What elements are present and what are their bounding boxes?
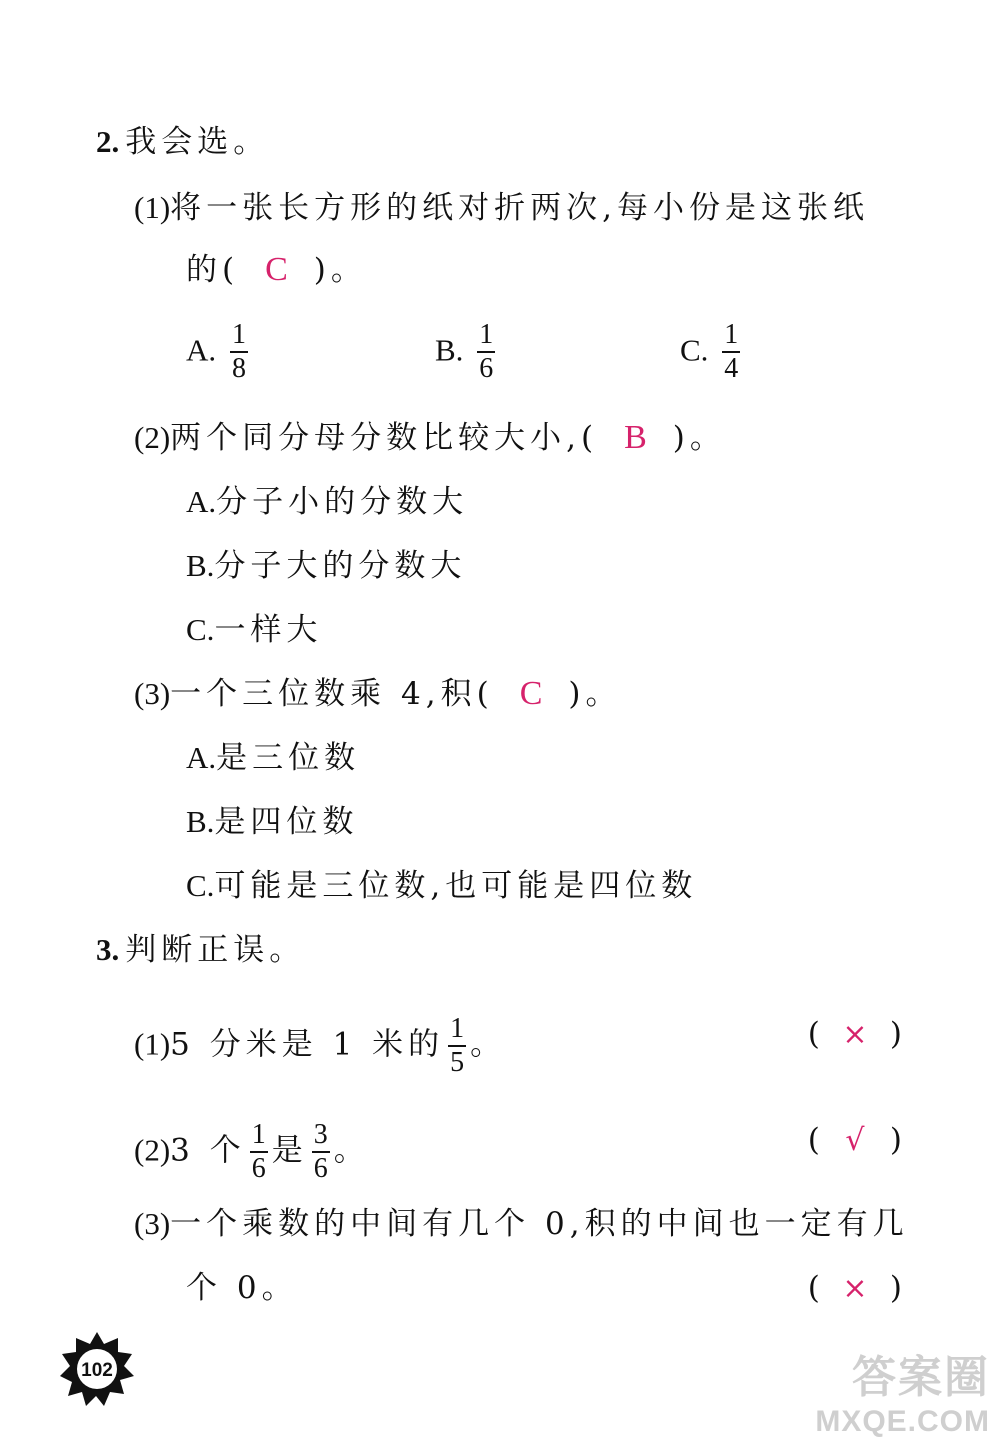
- check-mark: √: [845, 1123, 865, 1158]
- q2-sub2-text-pre: 两个同分母分数比较大小,(: [170, 420, 599, 456]
- option-letter: C.: [186, 868, 215, 903]
- q3-item2-text-mid: 是: [271, 1132, 308, 1169]
- q2-heading: [96, 122, 269, 162]
- paren-open: (: [807, 1016, 820, 1052]
- q2-sub3-line: [134, 674, 621, 714]
- q2-sub1-label: (1): [134, 190, 171, 225]
- paren-close: ): [889, 1270, 902, 1306]
- option-letter: A.: [186, 332, 217, 368]
- page-number-badge: [58, 1330, 136, 1408]
- fraction-denominator: 8: [232, 353, 246, 384]
- q2-title: 我会选。: [125, 124, 270, 160]
- fraction-denominator: 6: [251, 1153, 266, 1184]
- q3-item3-line2: [186, 1268, 298, 1308]
- q3-number: 3.: [96, 932, 120, 967]
- option-letter: B.: [435, 332, 464, 368]
- fraction-numerator: 1: [448, 1014, 466, 1047]
- q2-sub2-option-a: [186, 482, 468, 522]
- q2-sub2-text-post: )。: [672, 420, 726, 456]
- q2-sub2-label: (2): [134, 420, 171, 455]
- watermark: [815, 1341, 990, 1439]
- q2-sub1-option-b: [435, 320, 499, 384]
- option-letter: C.: [680, 332, 709, 368]
- option-text: 可能是三位数,也可能是四位数: [214, 868, 698, 904]
- q2-sub1-line2: [186, 250, 367, 290]
- option-text: 是三位数: [216, 740, 361, 776]
- q2-sub3-option-b: [186, 802, 358, 842]
- fraction-numerator: 3: [312, 1120, 330, 1153]
- q3-item1-text-post: 。: [470, 1026, 507, 1063]
- cross-mark: ×: [842, 1271, 868, 1306]
- option-letter: A.: [186, 740, 217, 775]
- fraction: [230, 320, 248, 384]
- paren-open: (: [807, 1122, 820, 1158]
- fraction-denominator: 6: [313, 1153, 328, 1184]
- q2-sub3-option-c: [186, 866, 697, 906]
- q2-sub2-option-b: [186, 546, 466, 586]
- q3-item2-label: (2): [134, 1132, 171, 1168]
- fraction-numerator: 1: [230, 320, 248, 353]
- q2-sub1-text-b-post: )。: [313, 252, 367, 288]
- q3-heading: [96, 930, 305, 970]
- q2-sub3-label: (3): [134, 676, 171, 711]
- q3-item2-text-post: 。: [333, 1132, 370, 1169]
- q2-sub1-line1: [134, 188, 869, 228]
- q3-item1-label: (1): [134, 1026, 171, 1062]
- q2-sub1-option-c: [680, 320, 744, 384]
- q2-sub1-text-b-pre: 的(: [186, 252, 240, 288]
- option-text: 一样大: [214, 612, 323, 648]
- fraction-numerator: 1: [722, 320, 740, 353]
- option-letter: B.: [186, 548, 215, 583]
- fraction: [312, 1120, 330, 1184]
- q2-sub1-answer: C: [265, 251, 288, 288]
- paren-close: ): [889, 1122, 902, 1158]
- q2-sub3-text-post: )。: [568, 676, 622, 712]
- q3-item3-line1: [134, 1204, 909, 1244]
- page-number: 102: [81, 1360, 113, 1381]
- q3-item2-text-pre: 3 个: [170, 1132, 246, 1169]
- q3-title: 判断正误。: [125, 932, 306, 968]
- fraction: [722, 320, 740, 384]
- q3-item1-text-pre: 5 分米是 1 米的: [170, 1026, 445, 1063]
- fraction: [250, 1120, 268, 1184]
- watermark-line1: 答案圈: [852, 1353, 990, 1402]
- fraction-denominator: 6: [479, 353, 494, 384]
- q3-item3-text-a: 一个乘数的中间有几个 0,积的中间也一定有几: [170, 1206, 909, 1242]
- q2-sub3-option-a: [186, 738, 360, 778]
- option-text: 分子小的分数大: [216, 484, 469, 520]
- q3-item2: [134, 1120, 370, 1184]
- q2-sub2-option-c: [186, 610, 322, 650]
- q2-sub1-option-a: [186, 320, 252, 384]
- q3-item1-judgement: [808, 1014, 902, 1055]
- fraction-denominator: 5: [450, 1047, 465, 1078]
- fraction: [448, 1014, 466, 1078]
- option-letter: C.: [186, 612, 215, 647]
- q3-item3-text-b: 个 0。: [186, 1270, 298, 1306]
- cross-mark: ×: [842, 1017, 868, 1052]
- q2-number: 2.: [96, 124, 120, 159]
- q2-sub2-answer: B: [624, 419, 647, 456]
- fraction-numerator: 1: [477, 320, 495, 353]
- q3-item3-judgement: [808, 1268, 902, 1309]
- q3-item2-judgement: [808, 1120, 902, 1161]
- q3-item3-label: (3): [134, 1206, 171, 1241]
- q2-sub2-line: [134, 418, 726, 458]
- option-letter: B.: [186, 804, 215, 839]
- fraction: [477, 320, 495, 384]
- paren-open: (: [807, 1270, 820, 1306]
- q2-sub3-answer: C: [519, 675, 543, 712]
- watermark-line2: MXQE.COM: [815, 1405, 990, 1438]
- q2-sub1-text-a: 将一张长方形的纸对折两次,每小份是这张纸: [170, 190, 870, 226]
- q3-item1: [134, 1014, 506, 1078]
- paren-close: ): [889, 1016, 902, 1052]
- option-text: 分子大的分数大: [214, 548, 467, 584]
- option-letter: A.: [186, 484, 217, 519]
- fraction-numerator: 1: [250, 1120, 268, 1153]
- option-text: 是四位数: [214, 804, 359, 840]
- fraction-denominator: 4: [724, 353, 739, 384]
- q2-sub3-text-pre: 一个三位数乘 4,积(: [170, 676, 494, 712]
